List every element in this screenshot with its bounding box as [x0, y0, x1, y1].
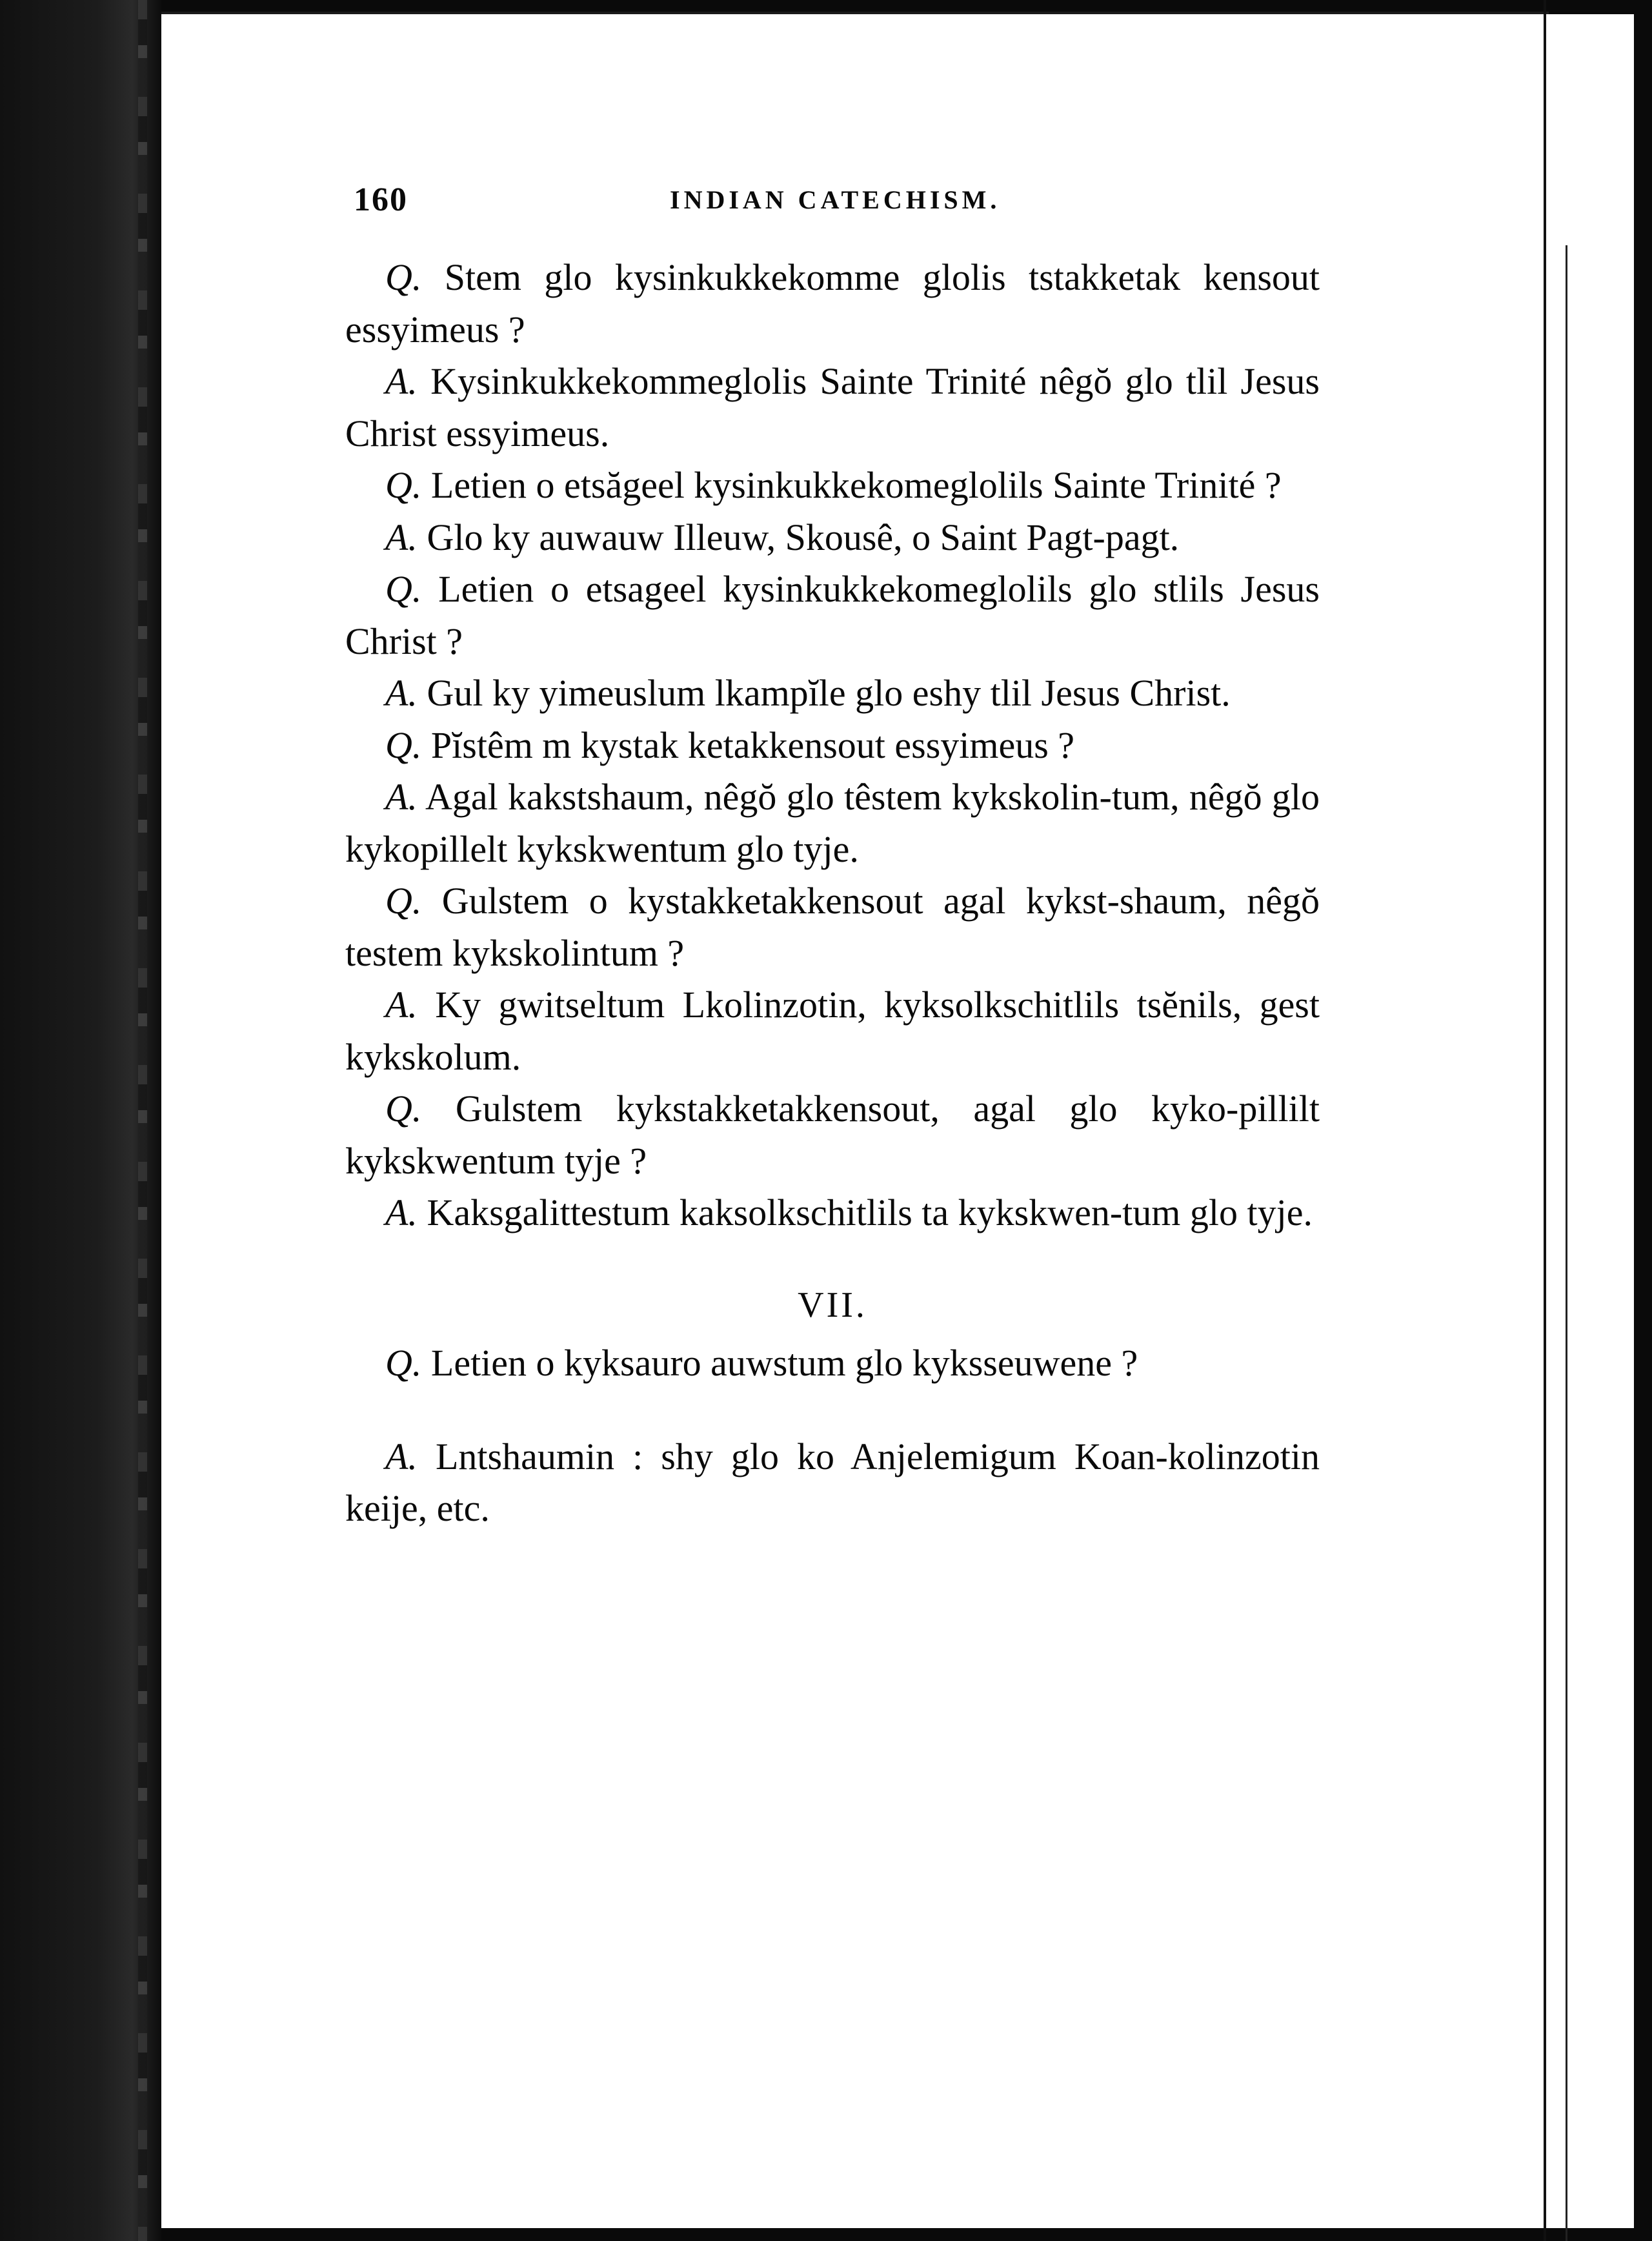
answer-marker: A. — [385, 672, 418, 714]
answer-marker: A. — [385, 516, 418, 558]
paragraph — [345, 1431, 1320, 1535]
paragraph — [345, 771, 1320, 875]
paragraph — [345, 1337, 1320, 1390]
page-number: 160 — [354, 181, 408, 218]
running-head: INDIAN CATECHISM. — [670, 185, 1001, 214]
paragraph — [345, 563, 1320, 667]
paragraph-text: Kaksgalittestum kaksolkschitlils ta kykskwen-tum glo tyje. — [427, 1191, 1313, 1233]
paragraph — [345, 1083, 1320, 1187]
paragraph-text: Gul ky yimeuslum lkampĭle glo eshy tlil Jesus Christ. — [427, 672, 1231, 714]
paragraph-text: Stem glo kysinkukkekomme glolis tstakketak kensout essyimeus ? — [345, 256, 1320, 350]
paragraph-text: Letien o etsageel kysinkukkekomeglolils glo stlils Jesus Christ ? — [345, 568, 1320, 662]
paragraph — [345, 667, 1320, 720]
paragraph — [345, 252, 1320, 356]
page-edge-right-secondary — [1566, 245, 1567, 2241]
paragraph-text: Letien o etsăgeel kysinkukkekomeglolils Sainte Trinité ? — [430, 464, 1282, 506]
paragraph — [345, 512, 1320, 564]
question-marker: Q. — [385, 724, 422, 766]
paragraph — [345, 356, 1320, 460]
question-marker: Q. — [385, 568, 422, 610]
scan-edge-texture — [138, 0, 147, 2241]
paragraph-text: Letien o kyksauro auwstum glo kyksseuwene ? — [430, 1342, 1138, 1384]
answer-marker: A. — [385, 776, 418, 818]
paragraph-text: Gulstem o kystakketakkensout agal kykst-shaum, nêgŏ testem kykskolintum ? — [345, 880, 1320, 974]
answer-marker: A. — [385, 1191, 418, 1233]
page-edge-right — [1544, 0, 1546, 2241]
question-marker: Q. — [385, 256, 422, 298]
paragraph-text: Glo ky auwauw Illeuw, Skousê, o Saint Pagt-pagt. — [427, 516, 1180, 558]
question-marker: Q. — [385, 880, 422, 922]
page-body — [345, 252, 1320, 1535]
paragraph-text: Agal kakstshaum, nêgŏ glo têstem kykskolin-tum, nêgŏ glo kykopillelt kykskwentum glo tyje. — [345, 776, 1320, 870]
page-header — [354, 181, 1360, 232]
question-marker: Q. — [385, 1088, 422, 1130]
paragraph-text: Pĭstêm m kystak ketakkensout essyimeus ? — [430, 724, 1075, 766]
paragraph-text: Kysinkukkekommeglolis Sainte Trinité nêgŏ glo tlil Jesus Christ essyimeus. — [345, 360, 1320, 454]
paragraph — [345, 460, 1320, 512]
paragraph-text: Lntshaumin : shy glo ko Anjelemigum Koan-kolinzotin keije, etc. — [345, 1435, 1320, 1529]
paragraph-text: Gulstem kykstakketakkensout, agal glo kyko-pillilt kykskwentum tyje ? — [345, 1088, 1320, 1182]
answer-marker: A. — [385, 984, 418, 1026]
scan-margin-left — [0, 0, 161, 2241]
paragraph — [345, 720, 1320, 772]
answer-marker: A. — [385, 1435, 418, 1477]
question-marker: Q. — [385, 1342, 422, 1384]
section-heading: VII. — [798, 1284, 867, 1325]
paragraph — [345, 1187, 1320, 1239]
paragraph-text: Ky gwitseltum Lkolinzotin, kyksolkschitlils tsĕnils, gest kykskolum. — [345, 984, 1320, 1078]
paragraph — [345, 875, 1320, 979]
question-marker: Q. — [385, 464, 422, 506]
paragraph — [345, 979, 1320, 1083]
answer-marker: A. — [385, 360, 418, 402]
